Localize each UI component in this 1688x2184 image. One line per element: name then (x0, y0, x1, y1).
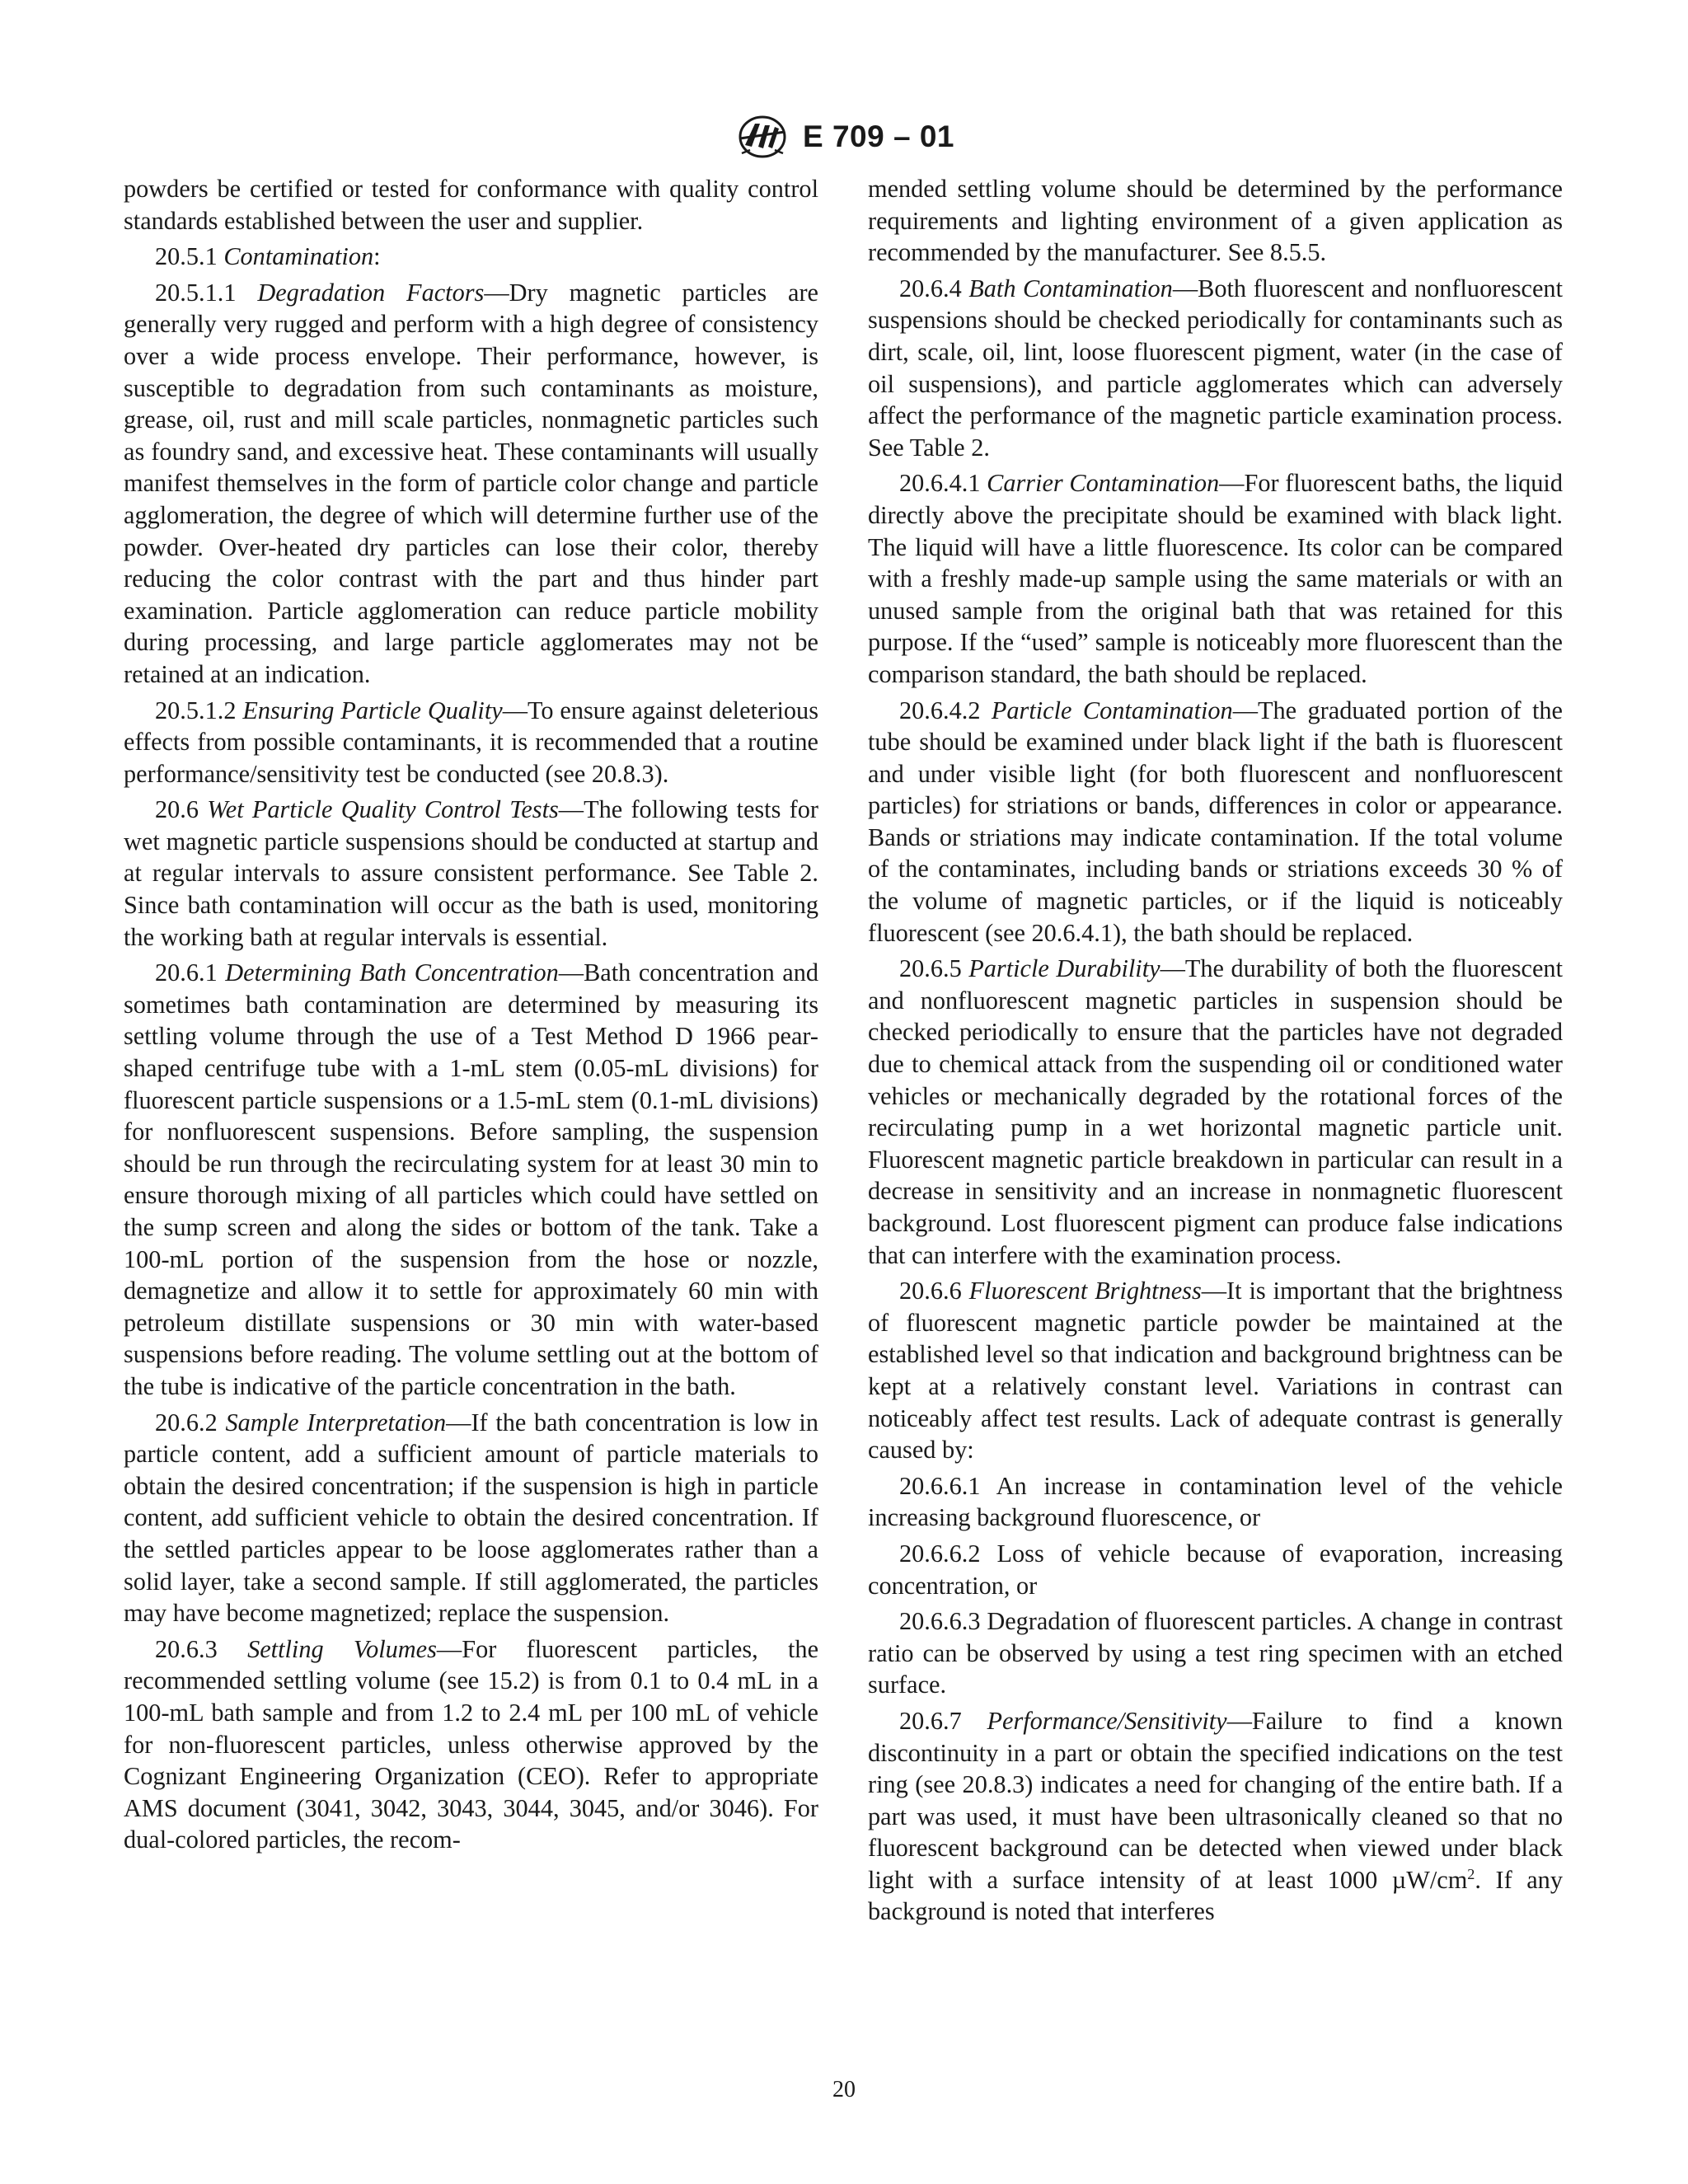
section-20-6-6-1: 20.6.6.1 An increase in contamination level of the vehicle increasing background fluorescence, or (868, 1471, 1563, 1532)
section-20-6-3: 20.6.3 Settling Volumes—For fluorescent particles, the recommended settling volume (see 15.2) is from 0.1 to 0.4 mL in a 100-mL bath sample and from 1.2 to 2.4 mL per 100 mL of vehicle for non-fluorescent particles, unless otherwise approved by the Cognizant Engineering Organization (CEO). Refer to appropriate AMS document (3041, 3042, 3043, 3044, 3045, and/or 3046). For dual-colored particles, the recom- (124, 1634, 819, 1854)
standard-designation: E 709 – 01 (803, 120, 954, 153)
section-20-5-1-1: 20.5.1.1 Degradation Factors—Dry magnetic particles are generally very rugged and perform with a high degree of consistency over a wide process envelope. Their performance, however, is susceptible to degradation from such contaminants as moisture, grease, oil, rust and mill scale particles, nonmagnetic particles such as foundry sand, and excessive heat. These contaminants will usually manifest themselves in the form of particle color change and particle agglomeration, the degree of which will determine further use of the powder. Over-heated dry particles can lose their color, thereby reducing the color contrast with the part and thus hinder part examination. Particle agglomeration can reduce particle mobility during processing, and large particle agglomerates may not be retained at an indication. (124, 278, 818, 688)
section-20-6-4-2: 20.6.4.2 Particle Contamination—The graduated portion of the tube should be examined under black light if the bath is fluorescent and under visible light (for both fluorescent and nonfluorescent particles) for striations or bands, differences in color or appearance. Bands or striations may indicate contamination. If the total volume of the contaminates, including bands or striations exceeds 30 % of the volume of magnetic particles, or if the liquid is noticeably fluorescent (see 20.6.4.1), the bath should be replaced. (868, 696, 1563, 947)
section-20-6-2: 20.6.2 Sample Interpretation—If the bath concentration is low in particle content, add a sufficient amount of particle materials to obtain the desired concentration; if the suspension is high in particle content, add sufficient vehicle to obtain the desired concentration. If the settled particles appear to be loose agglomerates rather than a solid layer, take a second sample. If still agglomerated, the particles may have become magnetized; replace the suspension. (124, 1408, 819, 1628)
section-20-6-4-1: 20.6.4.1 Carrier Contamination—For fluorescent baths, the liquid directly above the precipitate should be examined with black light. The liquid will have a little fluorescence. Its color can be compared with a freshly made-up sample using the same materials or with an unused sample from the original bath that was retained for this purpose. If the “used” sample is noticeably more fluorescent than the comparison standard, the bath should be replaced. (868, 469, 1563, 688)
astm-logo-icon (734, 114, 791, 160)
section-20-5-1: 20.5.1 Contamination: (155, 242, 381, 271)
section-20-6-5: 20.6.5 Particle Durability—The durability of both the fluorescent and nonfluorescent magnetic particles in suspension should be checked periodically to ensure that the particles have not degraded due to chemical attack from the suspending oil or conditioned water vehicles or mechanically degraded by the rotational forces of the recirculating pump in a wet horizontal magnetic particle unit. Fluorescent magnetic particle breakdown in particular can result in a decrease in sensitivity and an increase in nonmagnetic fluorescent background. Lost fluorescent pigment can produce false indications that can interfere with the examination process. (868, 954, 1563, 1269)
section-20-6-4: 20.6.4 Bath Contamination—Both fluorescent and nonfluorescent suspensions should be checked periodically for contaminants such as dirt, scale, oil, lint, loose fluorescent pigment, water (in the case of oil suspensions), and particle agglomerates which can adversely affect the performance of the magnetic particle examination process. See Table 2. (868, 274, 1563, 462)
section-20-6-6-3: 20.6.6.3 Degradation of fluorescent particles. A change in contrast ratio can be observed by using a test ring specimen with an etched surface. (868, 1607, 1563, 1699)
section-20-6-7: 20.6.7 Performance/Sensitivity—Failure to find a known discontinuity in a part or obtain the specified indications on the test ring (see 20.8.3) indicates a need for changing of the entire bath. If a part was used, it must have been ultrasonically cleaned so that no fluorescent background can be detected when viewed under black light with a surface intensity of at least 1000 $\mu W/cm^2$. If any background is noted that interferes (868, 1706, 1563, 1926)
section-20-6-6: 20.6.6 Fluorescent Brightness—It is important that the brightness of fluorescent magnetic particle powder be maintained at the established level so that indication and background brightness can be kept at a relatively constant level. Variations in contrast can noticeably affect test results. Lack of adequate contrast is generally caused by: (868, 1277, 1564, 1465)
left-column (124, 173, 818, 1860)
right-column (868, 173, 1563, 1932)
section-20-6-6-2: 20.6.6.2 Loss of vehicle because of evaporation, increasing concentration, or (868, 1539, 1563, 1600)
page-number: 20 (832, 2077, 856, 2102)
paragraph-continued: powders be certified or tested for conformance with quality control standards established between the user and supplier. (124, 175, 818, 235)
section-20-5-1-2: 20.5.1.2 Ensuring Particle Quality—To ensure against deleterious effects from possible contaminants, it is recommended that a routine performance/sensitivity test be conducted (see 20.8.3). (124, 696, 818, 788)
paragraph-continued: mended settling volume should be determined by the performance requirements and lighting environment of a given application as recommended by the manufacturer. See 8.5.5. (868, 175, 1563, 267)
page-header (0, 112, 1688, 162)
section-20-6: 20.6 Wet Particle Quality Control Tests—The following tests for wet magnetic particle suspensions should be conducted at startup and at regular intervals to assure consistent performance. See Table 2. Since bath contamination will occur as the bath is used, monitoring the working bath at regular intervals is essential. (124, 795, 818, 951)
section-20-6-1: 20.6.1 Determining Bath Concentration—Bath concentration and sometimes bath contamination are determined by measuring its settling volume through the use of a Test Method D 1966 pear-shaped centrifuge tube with a 1-mL stem (0.05-mL divisions) for fluorescent particle suspensions or a 1.5-mL stem (0.1-mL divisions) for nonfluorescent suspensions. Before sampling, the suspension should be run through the recirculating system for at least 30 min to ensure thorough mixing of all particles which could have settled on the sump screen and along the sides or bottom of the tank. Take a 100-mL portion of the suspension from the hose or nozzle, demagnetize and allow it to settle for approximately 60 min with petroleum distillate suspensions or 30 min with water-based suspensions before reading. The volume settling out at the bottom of the tube is indicative of the particle concentration in the bath. (124, 958, 818, 1400)
